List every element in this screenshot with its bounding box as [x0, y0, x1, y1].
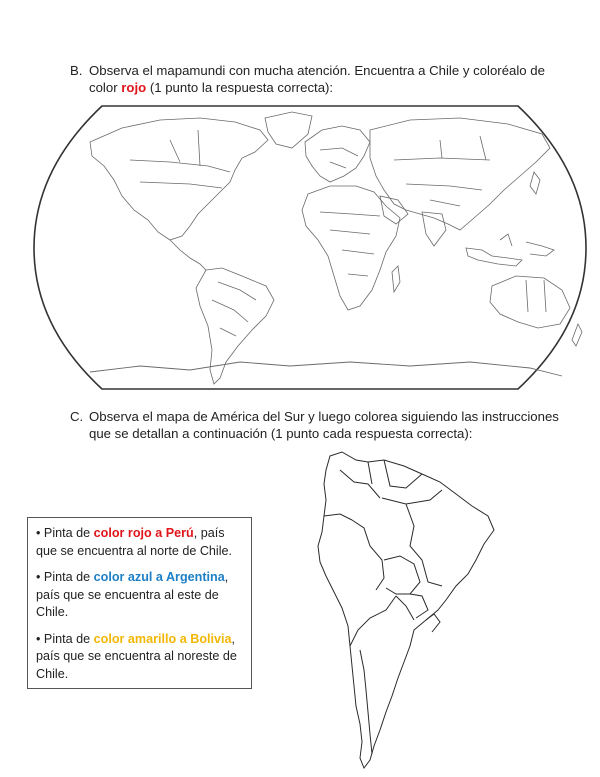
argentina-border: [396, 596, 414, 620]
world-map: [30, 100, 590, 395]
paraguay-border: [410, 594, 428, 618]
bullet-bolivia: •: [36, 631, 41, 646]
instruction-argentina: [36, 569, 245, 622]
instruction-peru: [36, 525, 245, 560]
madagascar-outline: [392, 266, 400, 292]
bullet-peru: •: [36, 526, 41, 540]
instruction-peru-highlight: color rojo a Perú: [93, 526, 194, 540]
uruguay-border: [426, 614, 440, 632]
asia-outline: [370, 118, 550, 230]
question-b-text: [89, 62, 560, 96]
question-b-label: B.: [70, 63, 83, 78]
peru-border: [352, 520, 384, 590]
north-america-outline: [90, 118, 268, 240]
instruction-argentina-highlight: color azul a Argentina: [93, 570, 225, 584]
instruction-bolivia-prefix: Pinta de: [40, 631, 94, 646]
indonesia-outline: [466, 248, 522, 266]
instruction-bolivia-highlight: color amarillo a Bolivia: [93, 631, 232, 646]
europe-outline: [305, 126, 370, 182]
ecuador-border: [324, 514, 352, 520]
south-america-map: [310, 450, 500, 770]
question-c-text: Observa el mapa de América del Sur y luego colorea siguiendo las instrucciones que se detallan a continuación (1 punto cada respuesta correcta):: [89, 409, 559, 441]
brazil-border: [382, 490, 442, 586]
colombia-venezuela-border: [340, 460, 422, 498]
south-america-world-outline: [196, 268, 274, 384]
instruction-bolivia-suffix: , país que se encuentra al noreste de Chile.: [36, 631, 237, 681]
africa-outline: [302, 186, 400, 310]
new-zealand-outline: [572, 324, 582, 346]
instruction-peru-prefix: Pinta de: [40, 526, 94, 540]
chile-argentina-border: [350, 596, 396, 754]
bullet-argentina: •: [36, 570, 41, 584]
question-b-text-before: Observa el mapamundi con mucha atención. Encuentra a Chile y coloréalo de color: [89, 63, 545, 95]
world-map-frame: [34, 106, 586, 389]
india-outline: [422, 212, 446, 246]
bolivia-border: [384, 556, 420, 594]
antarctica-outline: [90, 362, 562, 376]
instruction-bolivia: [36, 631, 245, 684]
arabian-peninsula-outline: [380, 196, 408, 224]
question-b-color-word: rojo: [121, 80, 147, 95]
australia-outline: [490, 276, 570, 328]
instruction-argentina-suffix: , país que se encuentra al este de Chile.: [36, 570, 229, 619]
instruction-peru-suffix: , país que se encuentra al norte de Chile.: [36, 526, 233, 558]
instruction-argentina-prefix: Pinta de: [40, 570, 94, 584]
instructions-box: [27, 517, 252, 689]
south-america-outline: [318, 452, 494, 768]
question-b-text-after: (1 punto la respuesta correcta):: [146, 80, 334, 95]
question-c-label: C.: [70, 409, 84, 424]
